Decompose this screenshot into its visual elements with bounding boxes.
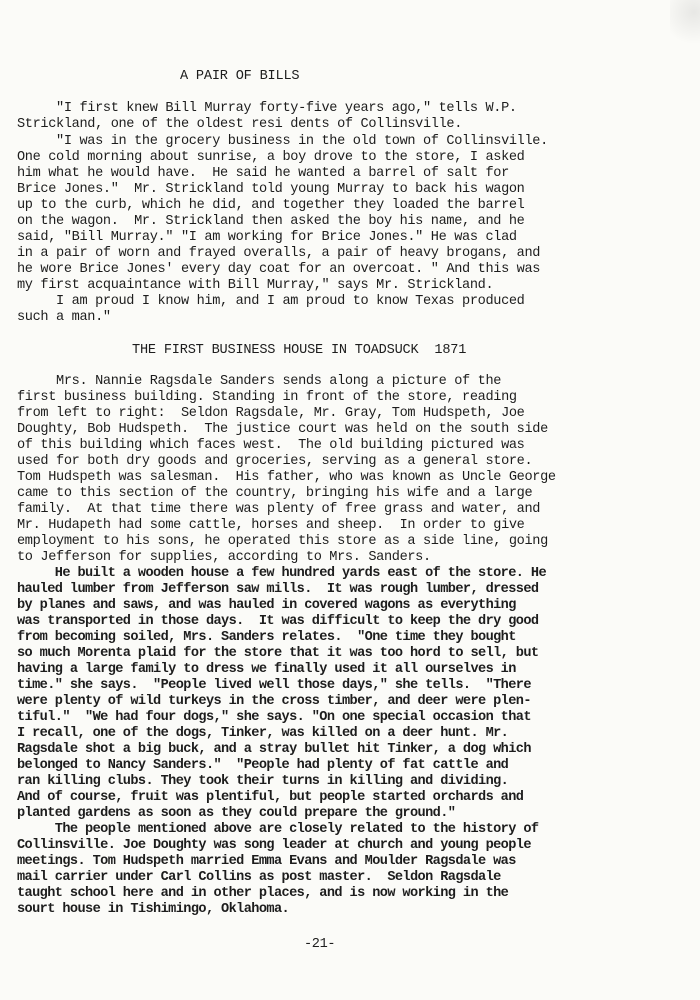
text-line: time." she says. "People lived well those days," she tells. "There xyxy=(17,678,531,693)
page-number: -21- xyxy=(304,937,336,952)
text-line: Collinsville. Joe Doughty was song leader at church and young people xyxy=(17,838,531,853)
text-line: on the wagon. Mr. Strickland then asked the boy his name, and he xyxy=(17,214,525,229)
text-line: He built a wooden house a few hundred yards east of the store. He xyxy=(17,566,547,581)
text-line: were plenty of wild turkeys in the cross timber, and deer were plen- xyxy=(17,694,531,709)
text-line: used for both dry goods and groceries, serving as a general store. xyxy=(17,454,533,469)
text-line: my first acquaintance with Bill Murray," says Mr. Strickland. xyxy=(17,278,494,293)
text-line: so much Morenta plaid for the store that it was too hord to sell, but xyxy=(17,646,539,661)
text-line: Ragsdale shot a big buck, and a stray bullet hit Tinker, a dog which xyxy=(17,742,531,757)
text-line: was transported in those days. It was difficult to keep the dry good xyxy=(17,614,539,629)
text-line: The people mentioned above are closely related to the history of xyxy=(17,822,539,837)
text-line: said, "Bill Murray." "I am working for Brice Jones." He was clad xyxy=(17,230,517,245)
text-line: family. At that time there was plenty of free grass and water, and xyxy=(17,502,541,517)
text-line: in a pair of worn and frayed overalls, a pair of heavy brogans, and xyxy=(17,246,541,261)
text-line: ran killing clubs. They took their turns in killing and dividing. xyxy=(17,774,509,789)
text-line: "I was in the grocery business in the old town of Collinsville. xyxy=(17,134,548,149)
text-line: from becoming soiled, Mrs. Sanders relates. "One time they bought xyxy=(17,630,516,645)
text-line: Strickland, one of the oldest resi dents of Collinsville. xyxy=(17,117,463,132)
text-line: employment to his sons, he operated this store as a side line, going xyxy=(17,534,548,549)
text-line: "I first knew Bill Murray forty-five years ago," tells W.P. xyxy=(17,101,517,116)
text-line: to Jefferson for supplies, according to Mrs. Sanders. xyxy=(17,550,431,565)
section-heading: THE FIRST BUSINESS HOUSE IN TOADSUCK 1871 xyxy=(132,343,467,358)
text-line: meetings. Tom Hudspeth married Emma Evans and Moulder Ragsdale was xyxy=(17,854,516,869)
text-line: I am proud I know him, and I am proud to know Texas produced xyxy=(17,294,525,309)
text-line: up to the curb, which he did, and together they loaded the barrel xyxy=(17,198,525,213)
scan-artifact xyxy=(670,0,700,60)
text-line: One cold morning about sunrise, a boy drove to the store, I asked xyxy=(17,150,525,165)
text-line: sourt house in Tishimingo, Oklahoma. xyxy=(17,902,290,917)
text-line: by planes and saws, and was hauled in covered wagons as everything xyxy=(17,598,516,613)
text-line: from left to right: Seldon Ragsdale, Mr. Gray, Tom Hudspeth, Joe xyxy=(17,406,525,421)
text-line: of this building which faces west. The old building pictured was xyxy=(17,438,525,453)
text-line: taught school here and in other places, and is now working in the xyxy=(17,886,509,901)
text-line: him what he would have. He said he wanted a barrel of salt for xyxy=(17,166,509,181)
text-line: belonged to Nancy Sanders." "People had plenty of fat cattle and xyxy=(17,758,509,773)
text-line: Brice Jones." Mr. Strickland told young Murray to back his wagon xyxy=(17,182,525,197)
text-line: Mrs. Nannie Ragsdale Sanders sends along a picture of the xyxy=(17,374,502,389)
page-title: A PAIR OF BILLS xyxy=(180,69,300,84)
text-line: such a man." xyxy=(17,310,111,325)
text-line: Doughty, Bob Hudspeth. The justice court was held on the south side xyxy=(17,422,548,437)
text-line: came to this section of the country, bringing his wife and a large xyxy=(17,486,533,501)
text-line: tiful." "We had four dogs," she says. "On one special occasion that xyxy=(17,710,531,725)
text-line: Tom Hudspeth was salesman. His father, who was known as Uncle George xyxy=(17,470,556,485)
text-line: Mr. Hudapeth had some cattle, horses and sheep. In order to give xyxy=(17,518,525,533)
text-line: mail carrier under Carl Collins as post master. Seldon Ragsdale xyxy=(17,870,501,885)
text-line: And of course, fruit was plentiful, but people started orchards and xyxy=(17,790,524,805)
text-line: having a large family to dress we finally used it all ourselves in xyxy=(17,662,516,677)
text-line: he wore Brice Jones' every day coat for an overcoat. " And this was xyxy=(17,262,541,277)
text-line: hauled lumber from Jefferson saw mills. It was rough lumber, dressed xyxy=(17,582,539,597)
text-line: I recall, one of the dogs, Tinker, was killed on a deer hunt. Mr. xyxy=(17,726,509,741)
text-line: first business building. Standing in front of the store, reading xyxy=(17,390,517,405)
text-line: planted gardens as soon as they could prepare the ground." xyxy=(17,806,456,821)
